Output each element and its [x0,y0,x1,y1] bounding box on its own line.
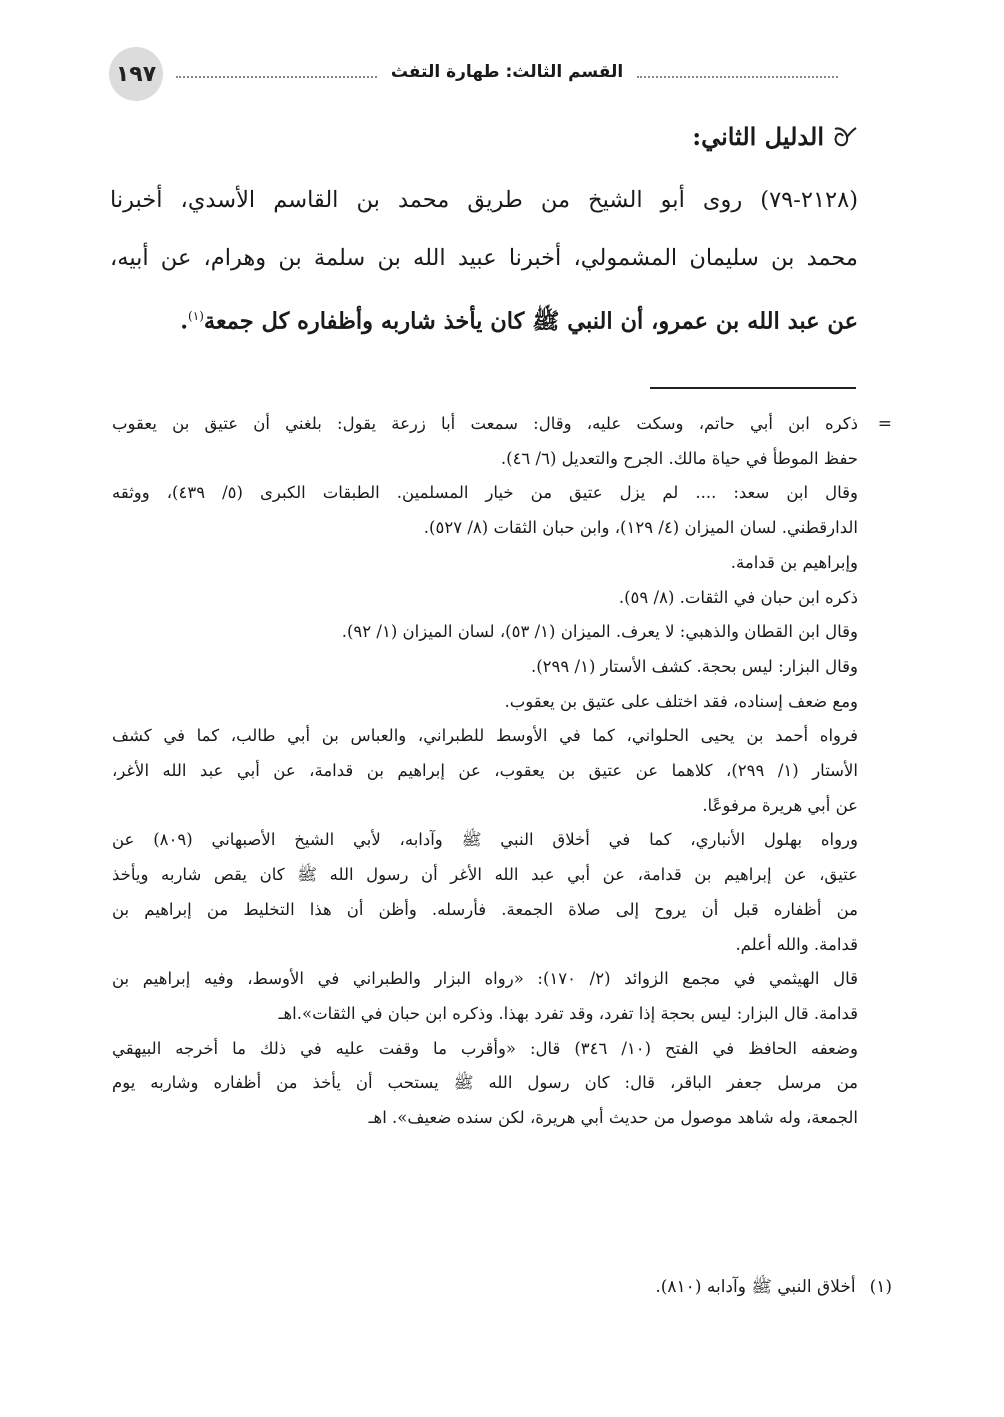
main-line-1: (٢١٢٨-٧٩) روى أبو الشيخ من طريق محمد بن القاسم الأسدي، أخبرنا [110,187,858,213]
section-heading-text: الدليل الثاني: [692,122,824,151]
footnote-line: وقال ابن القطان والذهبي: لا يعرف. الميزان (١/ ٥٣)، لسان الميزان (١/ ٩٢). [341,622,858,642]
footnotes [112,407,892,1136]
footnote-line: ذكره ابن حبان في الثقات. (٨/ ٥٩). [618,587,858,607]
footnote-ref[interactable]: (١) [188,309,204,323]
leaf-ornament-icon [832,125,858,149]
hadith-end: . [180,308,189,335]
header-dots-left [176,66,377,78]
footnote-1 [655,1276,892,1301]
footnote-1-text: أخلاق النبي ﷺ وآدابه (٨١٠). [655,1277,856,1297]
footnote-line: ومع ضعف إسناده، فقد اختلف على عتيق بن يعقوب. [504,691,858,711]
footnote-separator [650,387,856,389]
footnote-line: ورواه بهلول الأنباري، كما في أخلاق النبي ﷺ وآدابه، لأبي الشيخ الأصبهاني (٨٠٩) عن [112,830,858,850]
footnote-line: فرواه أحمد بن يحيى الحلواني، كما في الأوسط للطبراني، والعباس بن أبي طالب، كما في كشف [112,726,858,746]
main-line-2: محمد بن سليمان المشمولي، أخبرنا عبيد الله بن سلمة بن وهرام، عن أبيه، [110,245,858,271]
footnote-number: (١) [869,1277,892,1297]
footnote-line: وإبراهيم بن قدامة. [730,552,858,572]
footnote-line: وقال البزار: ليس بحجة. كشف الأستار (١/ ٢٩٩). [530,656,858,676]
hadith-text-line [110,298,858,340]
footnote-continuation-marker: = [877,414,892,434]
footnote-line: من مرسل جعفر الباقر، قال: كان رسول الله ﷺ يستحب أن يأخذ من أظفاره وشاربه يوم [112,1073,858,1093]
running-header [170,58,844,86]
header-title: القسم الثالث: طهارة التفث [390,62,624,82]
footnote-line: عتيق، عن إبراهيم بن قدامة، عن أبي عبد الله الأغر أن رسول الله ﷺ كان يقص شاربه ويأخذ [112,865,858,885]
footnote-line: قدامة. قال البزار: ليس بحجة إذا تفرد، وقد تفرد بهذا. وذكره ابن حبان في الثقات».اهـ [278,1003,858,1023]
footnote-line: الأستار (١/ ٢٩٩)، كلاهما عن عتيق بن يعقوب، عن إبراهيم بن قدامة، عن أبي عبد الله الأغر، [112,761,858,781]
footnote-line: الجمعة، وله شاهد موصول من حديث أبي هريرة، لكن سنده ضعيف». اهـ [368,1108,858,1128]
footnote-line: عن أبي هريرة مرفوعًا. [702,795,858,815]
section-heading [692,122,858,151]
footnote-line: الدارقطني. لسان الميزان (٤/ ١٢٩)، وابن حبان الثقات (٨/ ٥٢٧). [423,518,858,538]
header-dots-right [637,66,838,78]
footnote-line: وقال ابن سعد: .... لم يزل عتيق من خيار المسلمين. الطبقات الكبرى (٥/ ٤٣٩)، ووثقه [112,483,858,503]
page-number: ١٩٧ [109,47,163,101]
footnote-line: من أظفاره قبل أن يروح إلى صلاة الجمعة. فأرسله. وأظن أن هذا التخليط من إبراهيم بن [112,899,858,919]
footnote-line: وضعفه الحافظ في الفتح (١٠/ ٣٤٦) قال: «وأقرب ما وقفت عليه في ذلك ما أخرجه البيهقي [112,1038,858,1058]
hadith-text: عن عبد الله بن عمرو، أن النبي ﷺ كان يأخذ شاربه وأظفاره كل جمعة [203,308,858,335]
footnote-line: حفظ الموطأ في حياة مالك. الجرح والتعديل (٦/ ٤٦). [500,448,858,468]
footnote-line: ذكره ابن أبي حاتم، وسكت عليه، وقال: سمعت أبا زرعة يقول: بلغني أن عتيق بن يعقوب [112,414,858,433]
footnote-line: قال الهيثمي في مجمع الزوائد (٢/ ١٧٠): «رواه البزار والطبراني في الأوسط، وفيه إبراهيم بن [112,969,858,989]
footnote-line: قدامة. والله أعلم. [735,934,858,954]
